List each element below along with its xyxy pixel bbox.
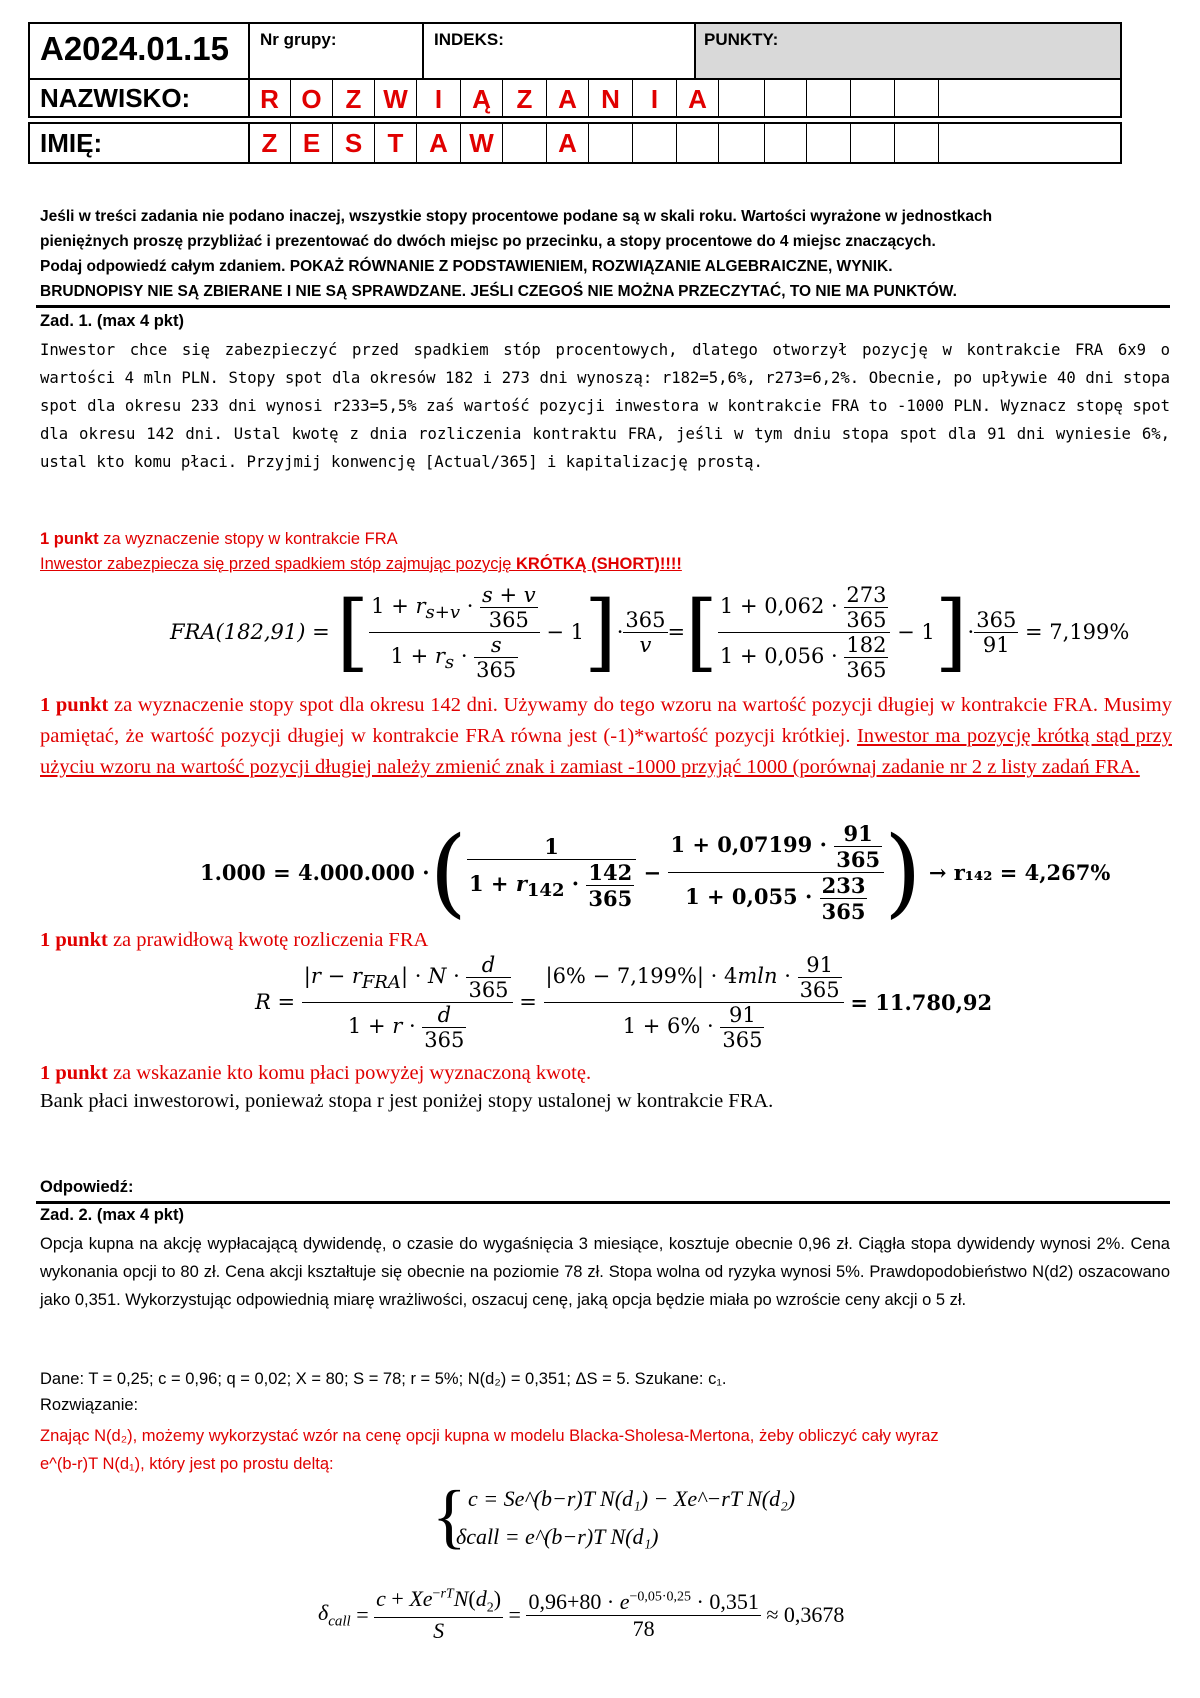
bsm-delta-formula: δcall = e^(b−r)T N(d₁) xyxy=(456,1524,659,1549)
short-note xyxy=(40,555,682,574)
surname-letter-cell[interactable]: Z xyxy=(332,78,375,118)
points-box xyxy=(694,22,1122,80)
point-bold: 1 punkt xyxy=(40,530,99,548)
zad1-title: Zad. 1. (max 4 pkt) xyxy=(40,312,184,330)
settlement-equation: R = $|r - r_{FRA}| \cdot N$ · $\frac{d}{365}$ 1 + r · $\frac{d}{365}$ = |6% − 7,199%| · 4mln · $\frac{91}{365}$ 1 + 6% · $\frac{91}{365}$ = 11.780,92 xyxy=(255,952,993,1052)
fra-fraction: $1 + r_{s+v}$ · $\frac{s + v}{365}$ $1 + r_s$ · $\frac{s}{365}$ xyxy=(369,583,539,682)
zad1-point2 xyxy=(40,690,1172,783)
instructions xyxy=(40,204,1180,304)
bsm-call-formula: c = Se^(b−r)T N(d₁) − Xe^−rT N(d₂) xyxy=(468,1486,796,1511)
surname-letter-cell[interactable]: R xyxy=(248,78,291,118)
surname-letter-cell[interactable] xyxy=(938,78,1122,118)
surname-letter-cell[interactable] xyxy=(850,78,895,118)
point-text: za wyznaczenie stopy w kontrakcie FRA xyxy=(98,530,398,548)
name-letter-cell[interactable] xyxy=(938,122,1122,164)
name-letter-cell[interactable]: E xyxy=(290,122,333,164)
surname-letter-cell[interactable]: W xyxy=(374,78,417,118)
fra-result: = 7,199% xyxy=(1025,620,1130,644)
surname-label-box xyxy=(28,78,250,118)
surname-letter-cell[interactable]: I xyxy=(416,78,461,118)
point-bold: 1 punkt xyxy=(40,694,109,716)
zad2-explanation xyxy=(40,1422,1170,1478)
name-label: IMIĘ: xyxy=(40,128,103,158)
point-bold: 1 punkt xyxy=(40,1062,108,1084)
group-box[interactable] xyxy=(248,22,424,80)
zad2-text: Opcja kupna na akcję wypłacającą dywidendę, o czasie do wygaśnięcia 3 miesiące, kosztuje obecnie 0,96 zł. Ciągła stopa dywidendy wynosi 2%. Cena wykonania opcji to 80 zł. Cena akcji kształtuje się obecnie na poziomie 78 zł. Stopa wolna od ryzyka wynosi 5%. Prawdopodobieństwo N(d2) oszacowano jako 0,351. Wykorzystując odpowiednią miarę wrażliwości, oszacuj cenę, jaką opcja będzie miała po wzroście ceny akcji o 5 zł. xyxy=(40,1235,1170,1309)
name-letter-cell[interactable] xyxy=(850,122,895,164)
point-text: za wskazanie kto komu płaci powyżej wyznaczoną kwotę. xyxy=(107,1062,592,1084)
name-letter-cell[interactable] xyxy=(502,122,547,164)
surname-letter-cell[interactable] xyxy=(718,78,765,118)
surname-letter-cell[interactable]: A xyxy=(676,78,719,118)
group-label: Nr grupy: xyxy=(260,30,337,49)
name-letter-cell[interactable]: S xyxy=(332,122,375,164)
name-letter-cell[interactable] xyxy=(632,122,677,164)
spot-equation: 1.000 = 4.000.000 · ( 1 $1 + r_{142}$ · $\frac{142}{365}$ − 1 + 0,07199 · $\frac{91}{365}$ 1 + 0,055 · $\frac{233}{365}$ ) → r₁₄₂ = 4,267% xyxy=(200,816,1111,928)
name-letter-cell[interactable]: A xyxy=(416,122,461,164)
name-letter-cell[interactable] xyxy=(764,122,807,164)
short-note-bold: KRÓTKĄ (SHORT)!!!! xyxy=(515,555,682,573)
exam-code: A2024.01.15 xyxy=(40,30,229,67)
surname-letter-cell[interactable] xyxy=(764,78,807,118)
point-text: za prawidłową kwotę rozliczenia FRA xyxy=(107,929,429,951)
surname-letter-cell[interactable]: N xyxy=(588,78,633,118)
index-box[interactable] xyxy=(422,22,696,80)
short-note-text: Inwestor zabezpiecza się przed spadkiem stóp zajmując pozycję xyxy=(40,555,516,573)
point-underlined: Inwestor ma pozycję krótką stąd przy użyciu wzoru na wartość pozycji długiej należy zmienić znak i zamiast -1000 przyjąć 1000 (porównaj zadanie nr 2 z listy zadań FRA. xyxy=(40,725,1172,778)
surname-letter-cell[interactable]: I xyxy=(632,78,677,118)
points-label: PUNKTY: xyxy=(704,30,779,49)
delta-result: ≈ 0,3678 xyxy=(766,1602,845,1627)
delta-equation: $\delta_{call}$ = $\frac{c + Xe^{-rT}N(d_2)}{S}$ = $\frac{0,96+80 \cdot e^{-0,05\cdot 0,25} \cdot 0,351}{78}$ ≈ 0,3678 xyxy=(318,1586,845,1643)
fra-lhs: FRA(182,91) = xyxy=(170,620,330,644)
explanation-line: e^(b-r)T N(d₁), który jest po prostu deltą: xyxy=(40,1455,334,1473)
name-letter-cell[interactable]: W xyxy=(460,122,503,164)
surname-letter-cell[interactable]: Ą xyxy=(460,78,503,118)
divider xyxy=(36,1201,1170,1204)
zad2-given: Dane: T = 0,25; c = 0,96; q = 0,02; X = 80; S = 78; r = 5%; N(d₂) = 0,351; ΔS = 5. Szukane: c₁. xyxy=(40,1370,727,1388)
index-label: INDEKS: xyxy=(434,30,504,49)
surname-label: NAZWISKO: xyxy=(40,83,191,113)
fra-equation: FRA(182,91) = [ $1 + r_{s+v}$ · $\frac{s + v}{365}$ $1 + r_s$ · $\frac{s}{365}$ − 1 ] · $\frac{365}{v}$ = [ 1 + 0,062 · $\frac{273}{365}$ 1 + 0,056 · $\frac{182}{365}$ − 1 ] · $\frac{365}{91}$ = 7,199% xyxy=(170,582,1130,682)
zad2-solution-label: Rozwiązanie: xyxy=(40,1396,139,1414)
spot-lhs: 1.000 = 4.000.000 · xyxy=(200,859,430,885)
name-letter-cell[interactable] xyxy=(718,122,765,164)
zad1-text: Inwestor chce się zabezpieczyć przed spadkiem stóp procentowych, dlatego otworzył pozycję w kontrakcie FRA 6x9 o wartości 4 mln PLN. Stopy spot dla okresów 182 i 273 dni wynoszą: r182=5,6%, r273=6,2%. Obecnie, po upływie 40 dni stopa spot dla okresu 233 dni wynosi r233=5,5% zaś wartość pozycji inwestora w kontrakcie FRA to -1000 PLN. Wyznacz stopę spot dla okresu 142 dni. Ustal kwotę z dnia rozliczenia kontraktu FRA, jeśli w tym dniu stopa spot dla 91 dni wyniesie 6%, ustal kto komu płaci. Przyjmij konwencję [Actual/365] i kapitalizację prostą. xyxy=(40,341,1170,471)
exam-code-box xyxy=(28,22,250,80)
surname-letter-cell[interactable] xyxy=(806,78,851,118)
surname-letter-cell[interactable]: Z xyxy=(502,78,547,118)
header-table xyxy=(28,22,1122,182)
name-letter-cell[interactable] xyxy=(806,122,851,164)
zad1-answer: Bank płaci inwestorowi, ponieważ stopa r jest poniżej stopy ustalonej w kontrakcie FRA. xyxy=(40,1090,774,1112)
zad1-point4 xyxy=(40,1058,591,1089)
name-letter-cell[interactable] xyxy=(588,122,633,164)
name-letter-cell[interactable]: T xyxy=(374,122,417,164)
instructions-line: pieniężnych proszę przybliżać i prezentować do dwóch miejsc po przecinku, a stopy procentowe do 4 miejsc znaczących. xyxy=(40,233,936,250)
surname-letter-cell[interactable]: O xyxy=(290,78,333,118)
surname-letter-cell[interactable]: A xyxy=(546,78,589,118)
settlement-result: = 11.780,92 xyxy=(850,989,993,1015)
answer-label: Odpowiedź: xyxy=(40,1178,134,1196)
name-label-box xyxy=(28,122,250,164)
divider xyxy=(36,305,1170,308)
zad1-point1 xyxy=(40,530,398,549)
name-letter-cell[interactable] xyxy=(676,122,719,164)
name-letter-cell[interactable] xyxy=(894,122,939,164)
spot-result: → r₁₄₂ = 4,267% xyxy=(928,859,1111,885)
point-text: za wyznaczenie stopy spot dla okresu 142 dni. Używamy do tego wzoru na wartość pozycji długiej w kontrakcie FRA. Musimy pamiętać, że wartość pozycji długiej w kontrakcie FRA równa jest (-1)*wartość pozycji krótkiej. xyxy=(40,694,1172,747)
point-bold: 1 punkt xyxy=(40,929,108,951)
zad2-title: Zad. 2. (max 4 pkt) xyxy=(40,1206,184,1224)
instructions-line: Jeśli w treści zadania nie podano inaczej, wszystkie stopy procentowe podane są w skali roku. Wartości wyrażone w jednostkach xyxy=(40,208,993,225)
explanation-line: Znając N(d₂), możemy wykorzystać wzór na cenę opcji kupna w modelu Blacka-Sholesa-Mertona, żeby obliczyć cały wyraz xyxy=(40,1427,939,1445)
name-letter-cell[interactable]: Z xyxy=(248,122,291,164)
name-letter-cell[interactable]: A xyxy=(546,122,589,164)
instructions-line: BRUDNOPISY NIE SĄ ZBIERANE I NIE SĄ SPRAWDZANE. JEŚLI CZEGOŚ NIE MOŻNA PRZECZYTAĆ, TO NIE MA PUNKTÓW. xyxy=(40,283,957,300)
surname-letter-cell[interactable] xyxy=(894,78,939,118)
instructions-line: Podaj odpowiedź całym zdaniem. POKAŻ RÓWNANIE Z PODSTAWIENIEM, ROZWIĄZANIE ALGEBRAICZNE, WYNIK. xyxy=(40,258,893,275)
